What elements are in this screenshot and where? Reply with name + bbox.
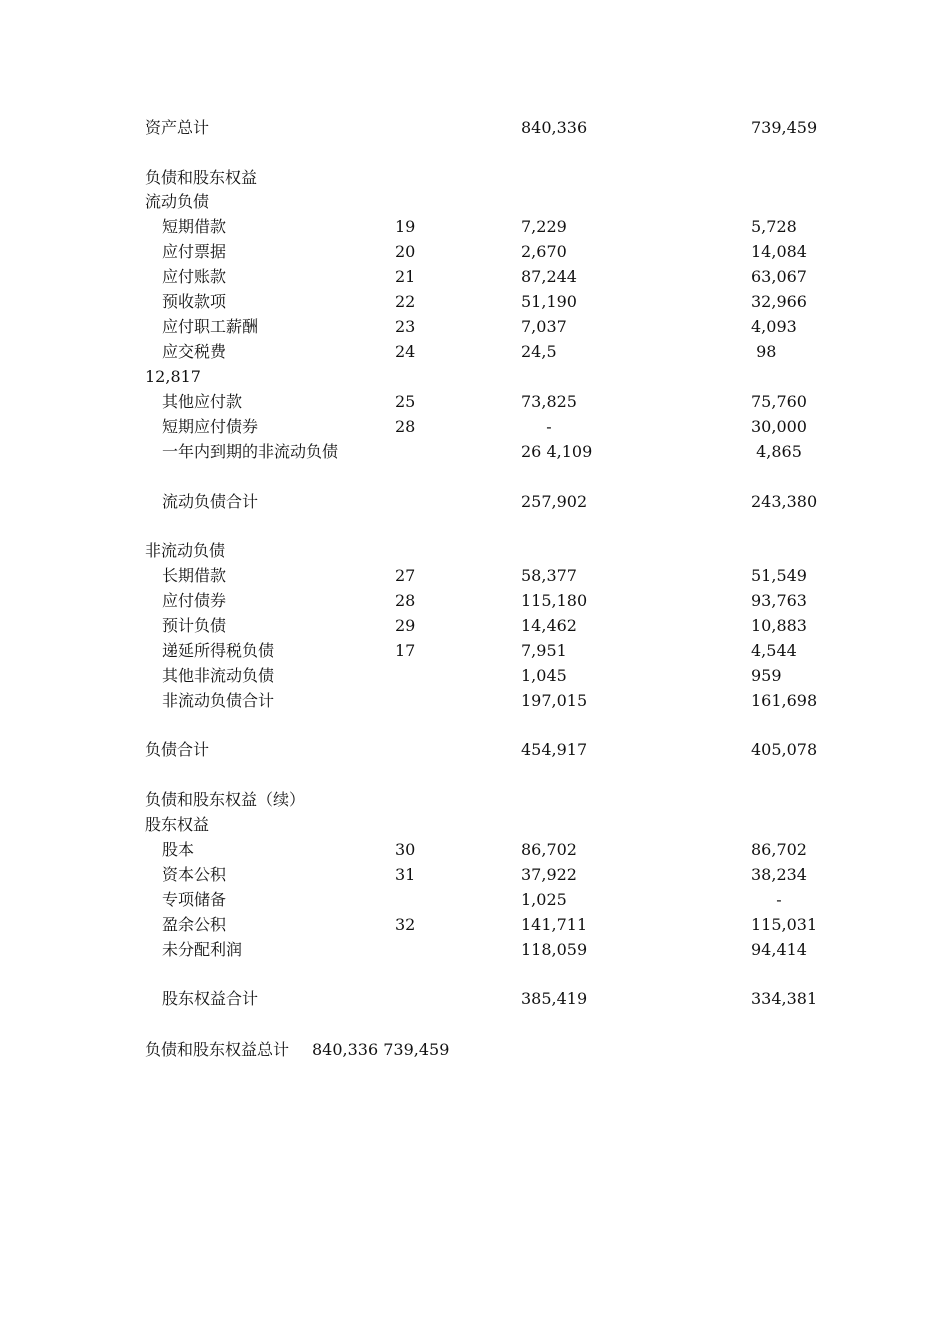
row-label: 短期借款 (162, 217, 227, 236)
previous-value: 98 (751, 342, 777, 361)
row-label: 长期借款 (162, 566, 227, 585)
row-label: 其他非流动负债 (162, 666, 275, 685)
previous-value: 51,549 (751, 566, 807, 585)
row-label: 其他应付款 (162, 392, 243, 411)
wrapped-value: 12,817 (145, 367, 201, 386)
current-value: 87,244 (521, 267, 577, 286)
table-row (0, 589, 950, 613)
note-number: 25 (395, 392, 416, 411)
current-value: 454,917 (521, 740, 588, 759)
current-value: 37,922 (521, 865, 577, 884)
section-heading (0, 813, 950, 837)
subtotal-row (0, 987, 950, 1011)
row-label: 负债合计 (145, 740, 210, 759)
section-heading (0, 539, 950, 563)
current-value: 385,419 (521, 989, 588, 1008)
current-value: 14,462 (521, 616, 577, 635)
row-label: 股东权益合计 (162, 989, 259, 1008)
wrapped-value-row (0, 365, 950, 389)
previous-value: 243,380 (751, 492, 818, 511)
previous-value: 75,760 (751, 392, 807, 411)
current-value: 1,045 (521, 666, 567, 685)
previous-value: 4,865 (751, 442, 802, 461)
previous-value: 94,414 (751, 940, 807, 959)
note-number: 21 (395, 267, 416, 286)
current-value: 257,902 (521, 492, 588, 511)
table-row (0, 614, 950, 638)
previous-value: 5,728 (751, 217, 797, 236)
row-label: 负债和股东权益（续） (145, 790, 306, 809)
note-number: 23 (395, 317, 416, 336)
previous-value: 115,031 (751, 915, 818, 934)
section-heading (0, 166, 950, 190)
subtotal-row (0, 689, 950, 713)
table-row (0, 240, 950, 264)
current-value: 58,377 (521, 566, 577, 585)
grand-total-values: 840,336 739,459 (312, 1040, 450, 1059)
previous-value: 405,078 (751, 740, 818, 759)
table-row (0, 564, 950, 588)
row-label: 短期应付债券 (162, 417, 259, 436)
table-row (0, 888, 950, 912)
current-value: 7,229 (521, 217, 567, 236)
previous-value: 30,000 (751, 417, 807, 436)
grand-total-row (0, 1038, 950, 1062)
previous-value: 10,883 (751, 616, 807, 635)
previous-value: 161,698 (751, 691, 818, 710)
note-number: 22 (395, 292, 416, 311)
previous-value: 32,966 (751, 292, 807, 311)
previous-value: 14,084 (751, 242, 807, 261)
note-number: 24 (395, 342, 416, 361)
current-value: 51,190 (521, 292, 577, 311)
current-value: 2,670 (521, 242, 567, 261)
previous-value: 4,093 (751, 317, 797, 336)
note-number: 17 (395, 641, 416, 660)
table-row (0, 664, 950, 688)
previous-value: 334,381 (751, 989, 818, 1008)
note-number: 30 (395, 840, 416, 859)
row-label: 预计负债 (162, 616, 227, 635)
table-row (0, 639, 950, 663)
row-label: 盈余公积 (162, 915, 227, 934)
grand-total-label: 负债和股东权益总计 (145, 1040, 290, 1059)
current-value: - (546, 417, 552, 436)
row-label: 股东权益 (145, 815, 210, 834)
previous-value: 959 (751, 666, 782, 685)
current-value: 7,037 (521, 317, 567, 336)
table-row (0, 390, 950, 414)
table-row (0, 340, 950, 364)
row-label: 非流动负债合计 (162, 691, 275, 710)
previous-value: 93,763 (751, 591, 807, 610)
current-value: 118,059 (521, 940, 588, 959)
table-row (0, 415, 950, 439)
note-number: 32 (395, 915, 416, 934)
previous-value: 4,544 (751, 641, 797, 660)
table-row (0, 913, 950, 937)
subtotal-row (0, 490, 950, 514)
row-label: 专项储备 (162, 890, 227, 909)
previous-value: 739,459 (751, 118, 818, 137)
table-row (0, 265, 950, 289)
table-row (0, 838, 950, 862)
previous-value: 38,234 (751, 865, 807, 884)
previous-value: 86,702 (751, 840, 807, 859)
table-row (0, 290, 950, 314)
row-label: 递延所得税负债 (162, 641, 275, 660)
row-label: 预收款项 (162, 292, 227, 311)
current-value: 840,336 (521, 118, 588, 137)
current-value: 1,025 (521, 890, 567, 909)
total-row (0, 738, 950, 762)
table-row (0, 440, 950, 464)
current-value: 24,5 (521, 342, 557, 361)
note-number: 28 (395, 591, 416, 610)
note-number: 20 (395, 242, 416, 261)
current-value: 26 4,109 (521, 442, 593, 461)
previous-value: 63,067 (751, 267, 807, 286)
row-label: 应交税费 (162, 342, 227, 361)
row-label: 应付债券 (162, 591, 227, 610)
current-value: 141,711 (521, 915, 588, 934)
table-row (0, 315, 950, 339)
row-label: 应付票据 (162, 242, 227, 261)
row-label: 应付职工薪酬 (162, 317, 259, 336)
note-number: 19 (395, 217, 416, 236)
current-value: 115,180 (521, 591, 588, 610)
row-label: 资产总计 (145, 118, 210, 137)
section-heading (0, 788, 950, 812)
row-label: 未分配利润 (162, 940, 243, 959)
row-total-assets (0, 116, 950, 140)
table-row (0, 215, 950, 239)
current-value: 73,825 (521, 392, 577, 411)
current-value: 7,951 (521, 641, 567, 660)
row-label: 流动负债 (145, 192, 210, 211)
section-heading (0, 190, 950, 214)
row-label: 应付账款 (162, 267, 227, 286)
row-label: 资本公积 (162, 865, 227, 884)
note-number: 29 (395, 616, 416, 635)
row-label: 流动负债合计 (162, 492, 259, 511)
row-label: 股本 (162, 840, 195, 859)
row-label: 非流动负债 (145, 541, 226, 560)
current-value: 86,702 (521, 840, 577, 859)
note-number: 31 (395, 865, 416, 884)
table-row (0, 938, 950, 962)
note-number: 27 (395, 566, 416, 585)
note-number: 28 (395, 417, 416, 436)
row-label: 一年内到期的非流动负债 (162, 442, 339, 461)
row-label: 负债和股东权益 (145, 168, 258, 187)
current-value: 197,015 (521, 691, 588, 710)
table-row (0, 863, 950, 887)
previous-value: - (776, 890, 782, 909)
